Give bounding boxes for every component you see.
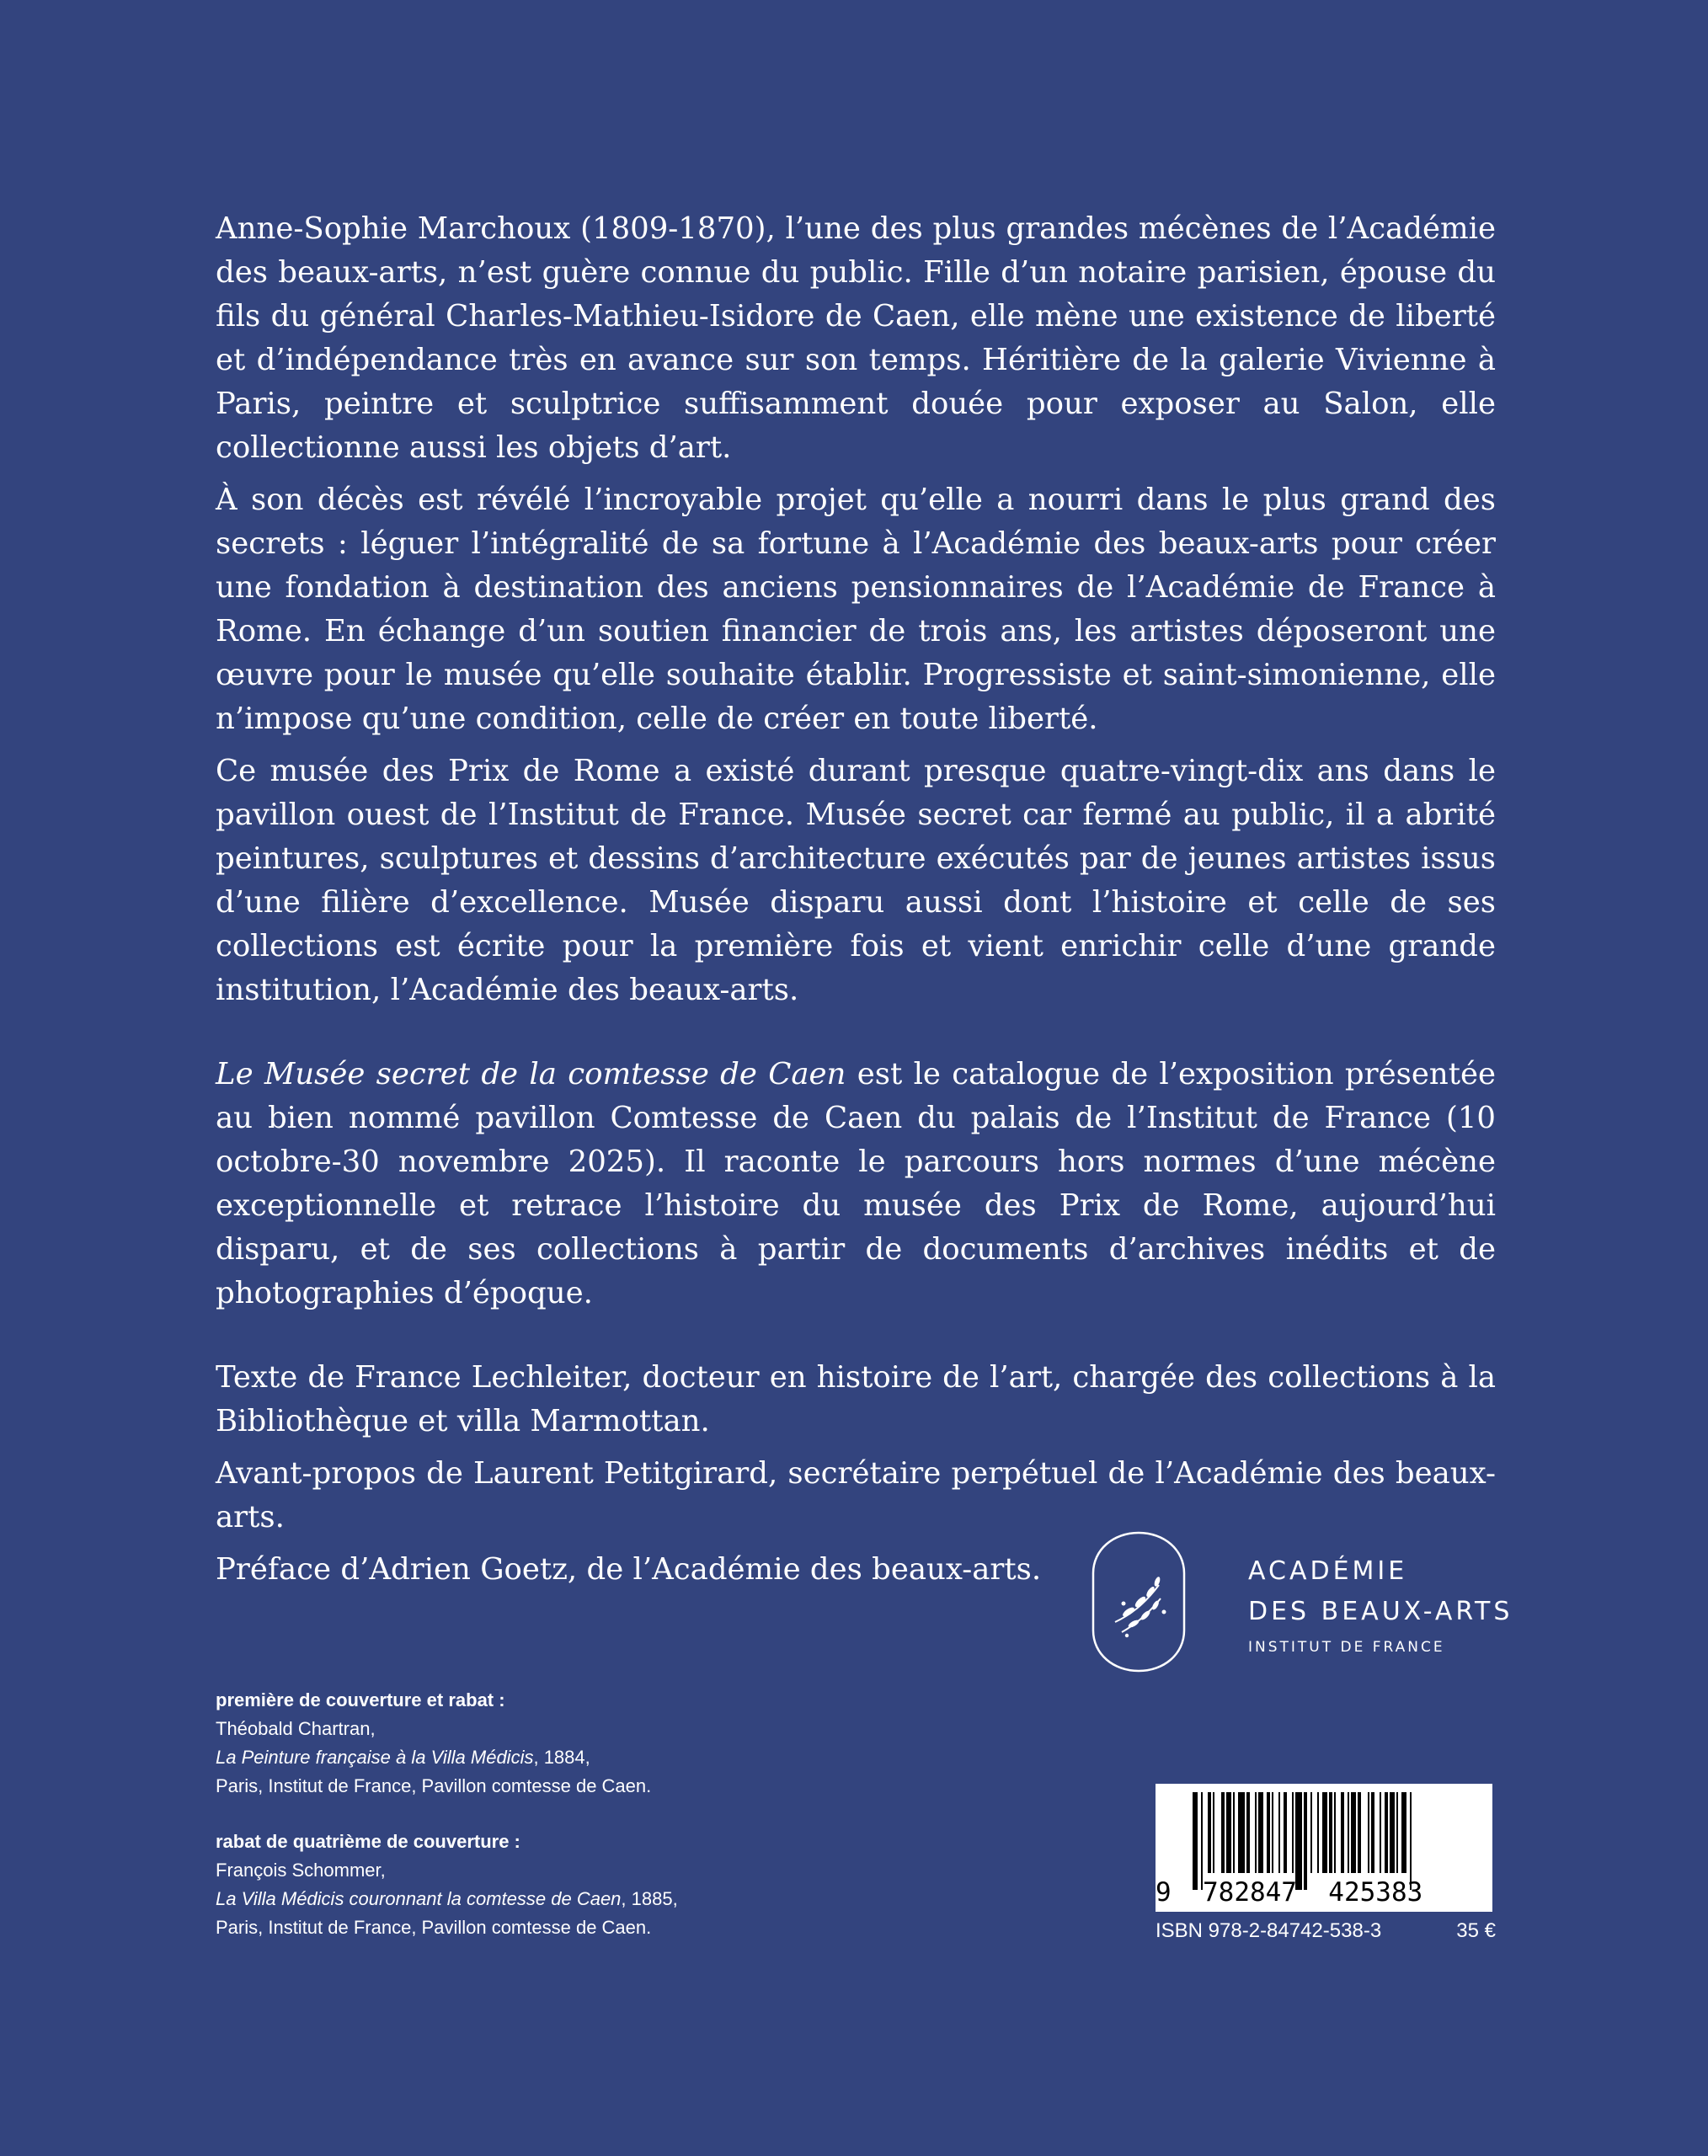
image-credits (216, 1686, 805, 1969)
barcode-bar (1213, 1792, 1214, 1873)
barcode-bar (1226, 1792, 1231, 1873)
barcode-bar (1396, 1792, 1398, 1873)
paragraph-museum: Ce musée des Prix de Rome a existé durant presque quatre-vingt-dix ans dans le pavillon ouest de l’Institut de France. Musée secret car fermé au public, il a abrité peintures, sculptures et dessins d’architecture exécutés par de jeunes artistes issus d’une filière d’excellence. Musée disparu aussi dont l’histoire et celle de ses collections est écrite pour la première fois et vient enrichir celle d’une grande institution, l’Académie des beaux-arts. (216, 754, 1496, 1007)
catalogue-description: est le catalogue de l’exposition présentée au bien nommé pavillon Comtesse de Caen du palais de l’Institut de France (10 octobre-30 novembre 2025). Il raconte le parcours hors normes d’une mécène exceptionnelle et retrace l’histoire du musée des Prix de Rome, aujourd’hui disparu, et de ses collections à partir de documents d’archives inédits et de photographies d’époque. (216, 1057, 1496, 1310)
barcode-bar (1401, 1792, 1406, 1873)
book-title: Le Musée secret de la comtesse de Caen (216, 1057, 846, 1091)
credit-heading: première de couverture et rabat : (216, 1689, 505, 1710)
credit-work (216, 1885, 805, 1913)
credit-location: Paris, Institut de France, Pavillon comtesse de Caen. (216, 1917, 652, 1938)
credit-heading: rabat de quatrième de couverture : (216, 1831, 520, 1852)
barcode-bar (1348, 1792, 1349, 1873)
paragraph-preface: Préface d’Adrien Goetz, de l’Académie des beaux-arts. (216, 1552, 1042, 1587)
barcode-bar (1272, 1792, 1273, 1873)
summary-text (216, 207, 1496, 1600)
barcode-bar (1238, 1792, 1245, 1873)
paragraph-foreword: Avant-propos de Laurent Petitgirard, secrétaire perpétuel de l’Académie des beaux-arts. (216, 1456, 1496, 1534)
isbn-price-row (1156, 1917, 1496, 1945)
barcode-bar (1341, 1792, 1344, 1873)
barcode-bar (1221, 1792, 1225, 1873)
barcode-bar (1358, 1792, 1361, 1873)
paragraph-catalogue (216, 1053, 1496, 1315)
barcode-bar (1310, 1792, 1312, 1873)
credit-artist: Théobald Chartran, (216, 1718, 376, 1739)
barcode-bar (1255, 1792, 1257, 1873)
paragraph-biography: Anne-Sophie Marchoux (1809-1870), l’une des plus grandes mécènes de l’Académie des beaux-arts, n’est guère connue du public. Fille d’un notaire parisien, épouse du fils du général Charles-Mathieu-Isidore de Caen, elle mène une existence de liberté et d’indépendance très en avance sur son temps. Héritière de la galerie Vivienne à Paris, peintre et sculptrice suffisamment douée pour exposer au Salon, elle collectionne aussi les objets d’art. (216, 211, 1496, 465)
logo-text-institut: INSTITUT DE FRANCE (1248, 1639, 1445, 1656)
barcode-digits: 9 782847 425383 (1156, 1877, 1423, 1908)
barcode-bar (1334, 1792, 1336, 1873)
barcode-bar (1371, 1792, 1374, 1873)
barcode-bar (1233, 1792, 1235, 1873)
barcode-bar (1380, 1792, 1381, 1873)
credit-back-flap (216, 1828, 805, 1942)
credit-front-cover (216, 1686, 805, 1801)
paragraph-bequest: À son décès est révélé l’incroyable projet qu’elle a nourri dans le plus grand des secrets : léguer l’intégralité de sa fortune à l’Académie des beaux-arts pour créer une fondation à destination des anciens pensionnaires de l’Académie de France à Rome. En échange d’un soutien financier de trois ans, les artistes déposeront une œuvre pour le musée qu’elle souhaite établir. Progressiste et saint-simonienne, elle n’impose qu’une condition, celle de créer en toute liberté. (216, 483, 1496, 736)
credit-work (216, 1743, 805, 1772)
credit-artist: François Schommer, (216, 1860, 386, 1881)
barcode-bar (1208, 1792, 1211, 1873)
isbn-number: ISBN 978-2-84742-538-3 (1156, 1919, 1382, 1942)
barcode-bar (1322, 1792, 1327, 1873)
barcode-bar (1351, 1792, 1356, 1873)
paragraph-author: Texte de France Lechleiter, docteur en histoire de l’art, chargée des collections à la Bibliothèque et villa Marmottan. (216, 1360, 1496, 1438)
isbn-barcode (1156, 1784, 1492, 1912)
olive-branch-icon (1092, 1531, 1186, 1673)
credit-year: , 1885, (621, 1888, 678, 1909)
barcode-bar (1329, 1792, 1332, 1873)
barcode-bar (1292, 1792, 1294, 1873)
barcode-bar (1267, 1792, 1270, 1873)
academie-logo (1092, 1531, 1513, 1674)
barcode-bar (1368, 1792, 1369, 1873)
price: 35 € (1456, 1919, 1496, 1942)
barcode-bar (1278, 1792, 1280, 1873)
barcode-bar (1317, 1792, 1319, 1873)
barcode-bar (1385, 1792, 1388, 1873)
credit-work-title: La Peinture française à la Villa Médicis (216, 1747, 534, 1768)
barcode-bar (1284, 1792, 1287, 1873)
credit-work-title: La Villa Médicis couronnant la comtesse de Caen (216, 1888, 622, 1909)
logo-text-academie: ACADÉMIE (1248, 1556, 1408, 1586)
logo-text-beaux-arts: DES BEAUX-ARTS (1248, 1597, 1513, 1626)
credit-location: Paris, Institut de France, Pavillon comtesse de Caen. (216, 1775, 652, 1796)
barcode-bar (1390, 1792, 1395, 1873)
credit-year: , 1884, (533, 1747, 590, 1768)
barcode-bar (1246, 1792, 1250, 1873)
barcode-bar (1258, 1792, 1263, 1873)
